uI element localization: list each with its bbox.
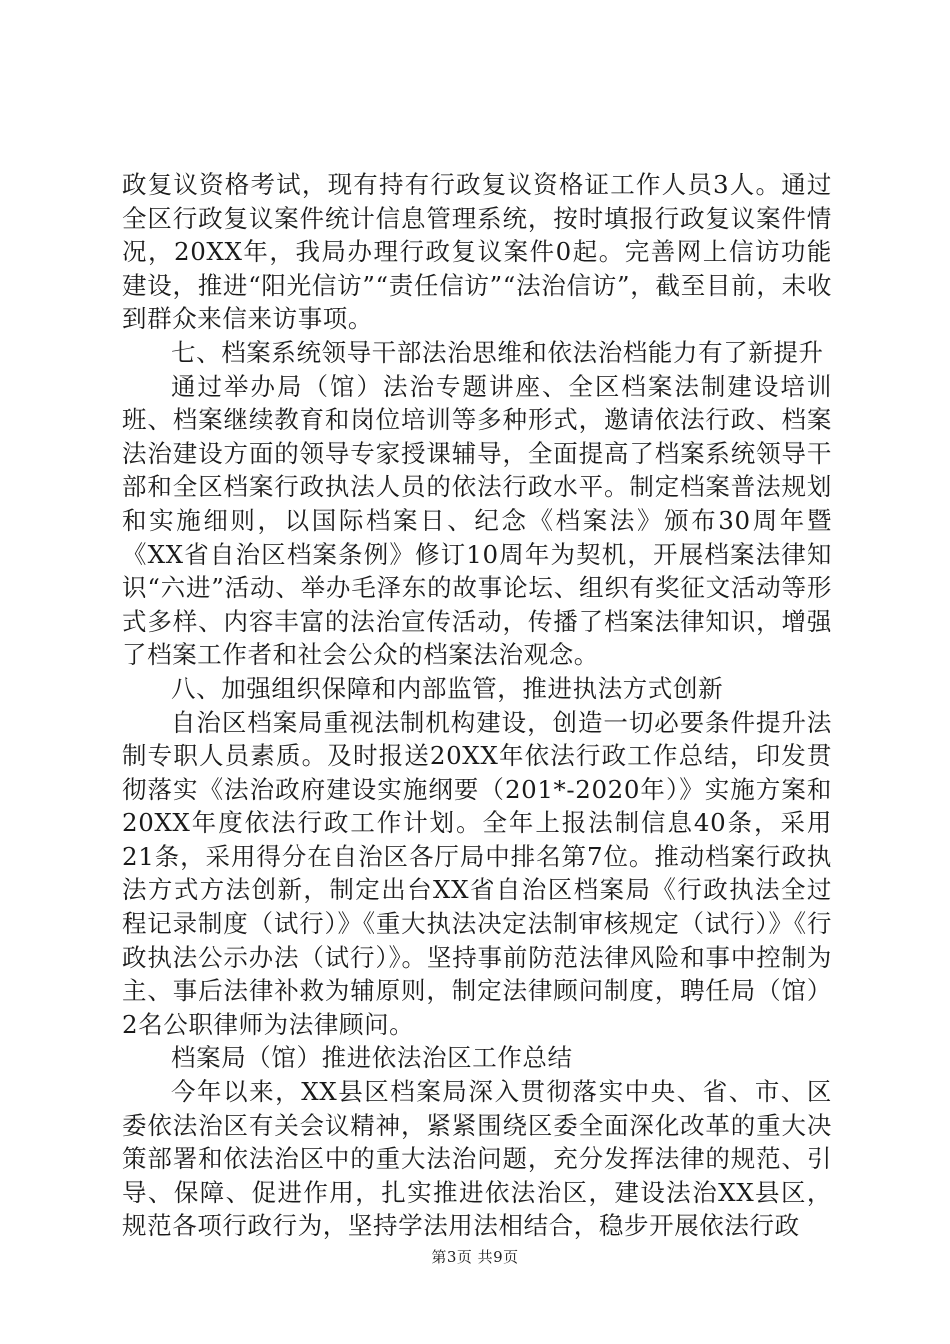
section-heading-8: 八、加强组织保障和内部监管，推进执法方式创新 xyxy=(171,673,724,703)
page-number-footer: 第3页 共9页 xyxy=(431,1248,519,1266)
document-body xyxy=(122,168,832,1243)
paragraph-section-7: 通过举办局（馆）法治专题讲座、全区档案法制建设培训班、档案继续教育和岗位培训等多种形式，邀请依法行政、档案法治建设方面的领导专家授课辅导，全面提高了档案系统领导干部和全区档案行政执法人员的依法行政水平。制定档案普法规划和实施细则，以国际档案日、纪念《档案法》颁布30周年暨《XX省自治区档案条例》修订10周年为契机，开展档案法律知识“六进”活动、举办毛泽东的故事论坛、组织有奖征文活动等形式多样、内容丰富的法治宣传活动，传播了档案法律知识，增强了档案工作者和社会公众的档案法治观念。 xyxy=(122,371,832,670)
paragraph-continuation: 政复议资格考试，现有持有行政复议资格证工作人员3人。通过全区行政复议案件统计信息管理系统，按时填报行政复议案件情况，20XX年，我局办理行政复议案件0起。完善网上信访功能建设，推进“阳光信访”“责任信访”“法治信访”，截至目前，未收到群众来信来访事项。 xyxy=(122,170,832,334)
section-heading-7: 七、档案系统领导干部法治思维和依法治档能力有了新提升 xyxy=(171,337,824,367)
document-title: 档案局（馆）推进依法治区工作总结 xyxy=(171,1043,573,1073)
paragraph-intro: 今年以来，XX县区档案局深入贯彻落实中央、省、市、区委依法治区有关会议精神，紧紧围绕区委全面深化改革的重大决策部署和依法治区中的重大法治问题，充分发挥法律的规范、引导、保障、促进作用，扎实推进依法治区，建设法治XX县区，规范各项行政行为，坚持学法用法相结合，稳步开展依法行政 xyxy=(122,1077,832,1241)
paragraph-section-8: 自治区档案局重视法制机构建设，创造一切必要条件提升法制专职人员素质。及时报送20XX年依法行政工作总结，印发贯彻落实《法治政府建设实施纲要（201*-2020年）》实施方案和20XX年度依法行政工作计划。全年上报法制信息40条，采用21条，采用得分在自治区各厅局中排名第7位。推动档案行政执法方式方法创新，制定出台XX省自治区档案局《行政执法全过程记录制度（试行）》《重大执法决定法制审核规定（试行）》《行政执法公示办法（试行）》。坚持事前防范法律风险和事中控制为主、事后法律补救为辅原则，制定法律顾问制度，聘任局（馆）2名公职律师为法律顾问。 xyxy=(122,707,832,1039)
